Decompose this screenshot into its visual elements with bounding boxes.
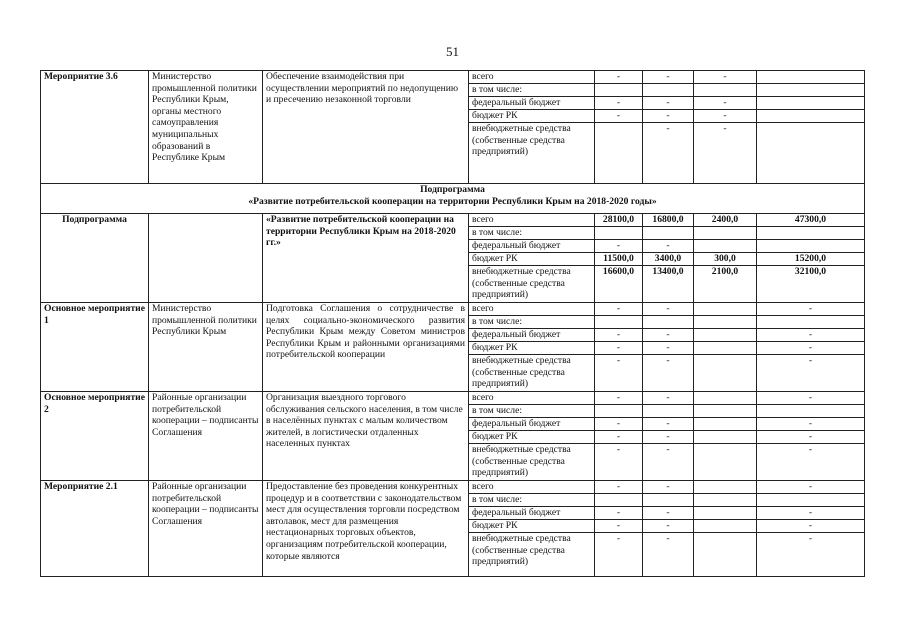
value-cell: -	[595, 240, 643, 253]
value-cell: -	[643, 342, 694, 355]
value-cell: -	[643, 481, 694, 494]
event-label: Мероприятие 2.1	[41, 481, 149, 577]
source-cell: в том числе:	[469, 494, 595, 507]
value-cell	[694, 392, 757, 405]
value-cell: -	[643, 392, 694, 405]
value-cell: 3400,0	[643, 253, 694, 266]
value-cell: -	[595, 533, 643, 577]
value-cell: -	[643, 520, 694, 533]
value-cell	[643, 494, 694, 507]
value-cell	[757, 316, 865, 329]
source-cell: внебюджетные средства (собственные средства предприятий)	[469, 444, 595, 481]
source-cell: внебюджетные средства (собственные средства предприятий)	[469, 533, 595, 577]
value-cell: 28100,0	[595, 214, 643, 227]
value-cell	[757, 240, 865, 253]
event-label: Мероприятие 3.6	[41, 71, 149, 184]
value-cell: -	[757, 533, 865, 577]
value-cell: -	[757, 392, 865, 405]
value-cell	[694, 227, 757, 240]
event-2-1	[41, 481, 865, 577]
value-cell	[595, 84, 643, 97]
event-label: Основное мероприятие 1	[41, 303, 149, 392]
value-cell: -	[595, 329, 643, 342]
value-cell: -	[595, 97, 643, 110]
value-cell: -	[643, 97, 694, 110]
event-executor: Министерство промышленной политики Республики Крым	[149, 303, 263, 392]
section-3-6	[41, 71, 865, 184]
value-cell: 13400,0	[643, 266, 694, 303]
value-cell	[694, 494, 757, 507]
source-cell: федеральный бюджет	[469, 418, 595, 431]
value-cell: -	[757, 481, 865, 494]
event-description: Предоставление без проведения конкурентных процедур и в соответствии с законодательством мест для осуществления торговли посредством автолавок, мест для размещения нестационарных торговых объектов, организациям потребительской кооперации, которые являются	[263, 481, 469, 577]
event-executor: Министерство промышленной политики Республики Крым, органы местного самоуправления муниципальных образований в Республике Крым	[149, 71, 263, 184]
source-cell: в том числе:	[469, 316, 595, 329]
source-cell: федеральный бюджет	[469, 97, 595, 110]
value-cell: -	[595, 507, 643, 520]
value-cell: -	[643, 71, 694, 84]
value-cell: -	[694, 71, 757, 84]
value-cell	[694, 342, 757, 355]
value-cell	[694, 329, 757, 342]
value-cell	[595, 316, 643, 329]
value-cell: -	[757, 418, 865, 431]
source-cell: всего	[469, 303, 595, 316]
main-event-1	[41, 303, 865, 392]
value-cell	[694, 481, 757, 494]
source-cell: всего	[469, 481, 595, 494]
value-cell: -	[643, 418, 694, 431]
value-cell: -	[757, 507, 865, 520]
value-cell: 15200,0	[757, 253, 865, 266]
value-cell	[643, 316, 694, 329]
value-cell: -	[643, 240, 694, 253]
value-cell: -	[595, 303, 643, 316]
value-cell	[694, 316, 757, 329]
value-cell	[643, 405, 694, 418]
event-label: Подпрограмма	[41, 214, 149, 303]
value-cell: -	[757, 329, 865, 342]
event-description: Подготовка Соглашения о сотрудничестве в целях социально-экономического развития Республики Крым между Советом министров Республики Крым и районными организациями потребительской кооперации	[263, 303, 469, 392]
value-cell: -	[694, 123, 757, 184]
value-cell: -	[595, 431, 643, 444]
value-cell: -	[595, 520, 643, 533]
source-cell: в том числе:	[469, 405, 595, 418]
value-cell	[694, 84, 757, 97]
value-cell: -	[757, 342, 865, 355]
value-cell	[694, 533, 757, 577]
value-cell	[757, 494, 865, 507]
value-cell: 32100,0	[757, 266, 865, 303]
value-cell: -	[595, 481, 643, 494]
value-cell	[595, 123, 643, 184]
budget-table	[40, 70, 865, 577]
value-cell	[643, 227, 694, 240]
value-cell	[757, 405, 865, 418]
value-cell: 47300,0	[757, 214, 865, 227]
event-executor: Районные организации потребительской кооперации – подписанты Соглашения	[149, 392, 263, 481]
value-cell: -	[757, 303, 865, 316]
value-cell: -	[643, 123, 694, 184]
value-cell: -	[643, 507, 694, 520]
subprogram-heading	[41, 184, 865, 214]
value-cell	[757, 97, 865, 110]
source-cell: федеральный бюджет	[469, 240, 595, 253]
value-cell	[757, 123, 865, 184]
value-cell: -	[595, 444, 643, 481]
value-cell: -	[595, 355, 643, 392]
value-cell: -	[757, 444, 865, 481]
value-cell	[595, 227, 643, 240]
value-cell	[595, 494, 643, 507]
value-cell: -	[595, 418, 643, 431]
event-executor: Районные организации потребительской кооперации – подписанты Соглашения	[149, 481, 263, 577]
value-cell	[694, 303, 757, 316]
value-cell: -	[595, 71, 643, 84]
value-cell	[694, 418, 757, 431]
subprogram-section	[41, 214, 865, 303]
value-cell	[694, 355, 757, 392]
value-cell: -	[757, 431, 865, 444]
source-cell: внебюджетные средства (собственные средства предприятий)	[469, 266, 595, 303]
event-description: «Развитие потребительской кооперации на территории Республики Крым на 2018-2020 гг.»	[263, 214, 469, 303]
value-cell: 11500,0	[595, 253, 643, 266]
subprogram-heading-line2: «Развитие потребительской кооперации на территории Республики Крым на 2018-2020 годы»	[248, 196, 657, 207]
source-cell: всего	[469, 71, 595, 84]
value-cell: -	[694, 110, 757, 123]
source-cell: в том числе:	[469, 84, 595, 97]
value-cell: -	[643, 303, 694, 316]
value-cell: -	[694, 97, 757, 110]
source-cell: бюджет РК	[469, 110, 595, 123]
source-cell: бюджет РК	[469, 342, 595, 355]
event-executor	[149, 214, 263, 303]
value-cell	[757, 110, 865, 123]
value-cell	[757, 71, 865, 84]
source-cell: бюджет РК	[469, 431, 595, 444]
event-description: Организация выездного торгового обслуживания сельского населения, в том числе в населённых пунктах с малым количеством жителей, в логистически отдаленных населенных пунктах	[263, 392, 469, 481]
value-cell: -	[643, 355, 694, 392]
value-cell: -	[643, 431, 694, 444]
source-cell: федеральный бюджет	[469, 329, 595, 342]
value-cell	[694, 240, 757, 253]
event-description: Обеспечение взаимодействия при осуществлении мероприятий по недопущению и пресечению незаконной торговли	[263, 71, 469, 184]
value-cell: -	[757, 355, 865, 392]
source-cell: бюджет РК	[469, 253, 595, 266]
value-cell: -	[757, 520, 865, 533]
source-cell: всего	[469, 214, 595, 227]
value-cell	[694, 431, 757, 444]
value-cell	[757, 227, 865, 240]
value-cell: 16800,0	[643, 214, 694, 227]
value-cell	[694, 444, 757, 481]
value-cell: -	[643, 444, 694, 481]
value-cell: -	[643, 110, 694, 123]
subprogram-heading-line1: Подпрограмма	[420, 184, 485, 195]
value-cell: 300,0	[694, 253, 757, 266]
value-cell: 16600,0	[595, 266, 643, 303]
source-cell: бюджет РК	[469, 520, 595, 533]
value-cell: -	[595, 110, 643, 123]
source-cell: всего	[469, 392, 595, 405]
event-label: Основное мероприятие 2	[41, 392, 149, 481]
source-cell: внебюджетные средства (собственные средства предприятий)	[469, 355, 595, 392]
value-cell	[595, 405, 643, 418]
value-cell: -	[643, 533, 694, 577]
value-cell: -	[595, 392, 643, 405]
main-event-2	[41, 392, 865, 481]
page-number: 51	[446, 44, 459, 59]
source-cell: внебюджетные средства (собственные средства предприятий)	[469, 123, 595, 184]
value-cell: -	[643, 329, 694, 342]
value-cell	[694, 405, 757, 418]
value-cell	[694, 507, 757, 520]
source-cell: в том числе:	[469, 227, 595, 240]
value-cell: -	[595, 342, 643, 355]
value-cell	[643, 84, 694, 97]
value-cell: 2100,0	[694, 266, 757, 303]
value-cell: 2400,0	[694, 214, 757, 227]
value-cell	[757, 84, 865, 97]
source-cell: федеральный бюджет	[469, 507, 595, 520]
value-cell	[694, 520, 757, 533]
